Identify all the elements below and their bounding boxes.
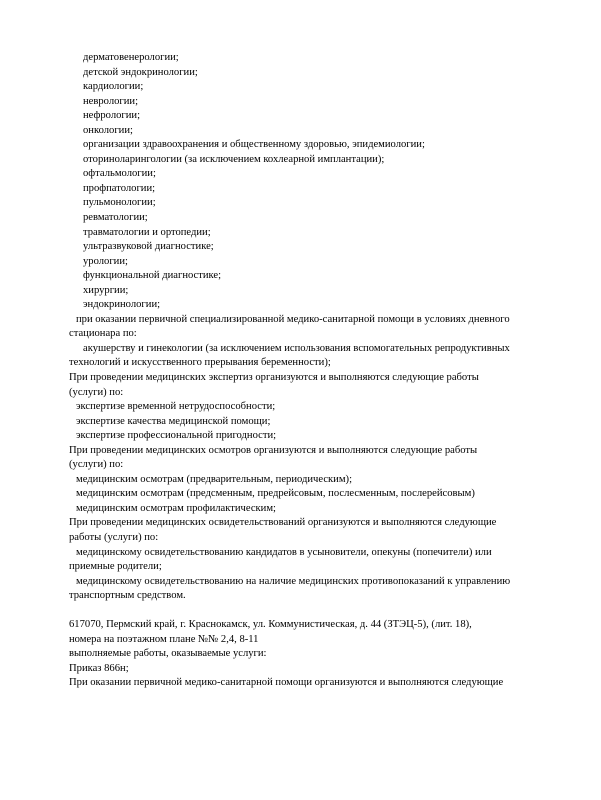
primary-care-heading: При оказании первичной медико-санитарной помощи организуются и выполняются следующие [69, 677, 504, 688]
certification-item-1-line-1: медицинскому освидетельствованию кандидатов в усыновители, опекуны (попечители) или [76, 547, 492, 558]
exams-heading-line-1: При проведении медицинских осмотров организуются и выполняются следующие работы [69, 445, 478, 456]
list-item: экспертизе временной нетрудоспособности; [76, 401, 276, 412]
day-hospital-line-1: при оказании первичной специализированной медико-санитарной помощи в условиях дневного [76, 314, 510, 325]
list-item: нефрологии; [83, 110, 141, 121]
list-item: эндокринологии; [83, 299, 161, 310]
list-item: медицинским осмотрам (предварительным, периодическим); [76, 474, 353, 485]
list-item: медицинским осмотрам профилактическим; [76, 503, 276, 514]
obstetrics-line-2: технологий и искусственного прерывания беременности); [69, 357, 331, 368]
certification-heading-line-2: работы (услуги) по: [69, 532, 159, 543]
certification-heading-line-1: При проведении медицинских освидетельствований организуются и выполняются следующие [69, 517, 497, 528]
list-item: ультразвуковой диагностике; [83, 241, 214, 252]
list-item: организации здравоохранения и общественному здоровью, эпидемиологии; [83, 139, 425, 150]
list-item: функциональной диагностике; [83, 270, 222, 281]
list-item: детской эндокринологии; [83, 67, 198, 78]
list-item: кардиологии; [83, 81, 144, 92]
list-item: травматологии и ортопедии; [83, 227, 211, 238]
list-item: урологии; [83, 256, 128, 267]
day-hospital-line-2: стационара по: [69, 328, 137, 339]
list-item: медицинским осмотрам (предсменным, предрейсовым, послесменным, послерейсовым) [76, 488, 475, 499]
order-reference: Приказ 866н; [69, 663, 129, 674]
address-line-1: 617070, Пермский край, г. Краснокамск, ул. Коммунистическая, д. 44 (ЗТЭЦ-5), (лит. 18), [69, 619, 472, 630]
certification-item-1-line-2: приемные родители; [69, 561, 162, 572]
list-item: экспертизе профессиональной пригодности; [76, 430, 277, 441]
address-line-2: номера на поэтажном плане №№ 2,4, 8-11 [69, 634, 259, 645]
list-item: экспертизе качества медицинской помощи; [76, 416, 271, 427]
expertise-heading-line-1: При проведении медицинских экспертиз организуются и выполняются следующие работы [69, 372, 479, 383]
list-item: пульмонологии; [83, 197, 156, 208]
expertise-heading-line-2: (услуги) по: [69, 387, 124, 398]
list-item: ревматологии; [83, 212, 148, 223]
certification-item-2-line-2: транспортным средством. [69, 590, 186, 601]
list-item: профпатологии; [83, 183, 156, 194]
list-item: хирургии; [83, 285, 129, 296]
exams-heading-line-2: (услуги) по: [69, 459, 124, 470]
list-item: неврологии; [83, 96, 139, 107]
list-item: онкологии; [83, 125, 133, 136]
list-item: дерматовенерологии; [83, 52, 179, 63]
list-item: оториноларингологии (за исключением кохлеарной имплантации); [83, 154, 385, 165]
list-item: офтальмологии; [83, 168, 156, 179]
works-label: выполняемые работы, оказываемые услуги: [69, 648, 267, 659]
certification-item-2-line-1: медицинскому освидетельствованию на наличие медицинских противопоказаний к управлению [76, 576, 511, 587]
obstetrics-line-1: акушерству и гинекологии (за исключением использования вспомогательных репродуктивных [83, 343, 510, 354]
